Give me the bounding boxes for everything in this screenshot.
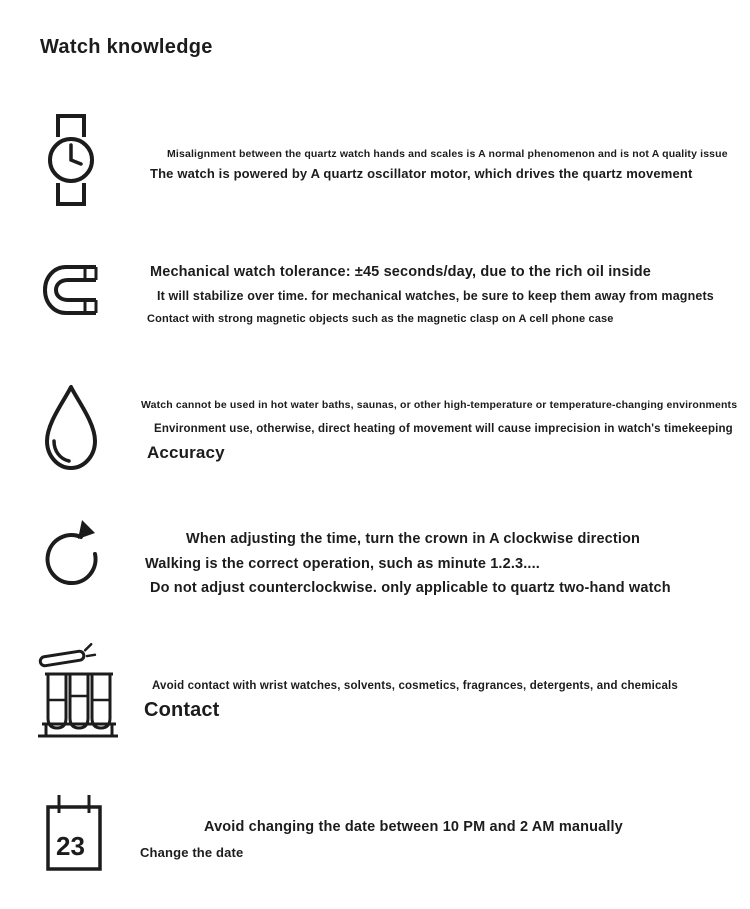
- tolerance-heading: Mechanical watch tolerance: ±45 seconds/day, due to the rich oil inside: [150, 264, 652, 280]
- walking-text: Walking is the correct operation, such as minute 1.2.3....: [145, 556, 540, 572]
- clockwise-heading: When adjusting the time, turn the crown in A clockwise direction: [186, 531, 641, 547]
- calendar-icon: [42, 792, 106, 876]
- change-date-heading: Change the date: [140, 845, 244, 860]
- accuracy-heading: Accuracy: [147, 443, 225, 462]
- magnet-icon: [40, 262, 100, 318]
- quartz-movement-text: The watch is powered by A quartz oscillator motor, which drives the quartz movement: [150, 166, 693, 181]
- water-drop-icon: [40, 382, 102, 474]
- environment-note: Environment use, otherwise, direct heating of movement will cause imprecision in watch's timekeeping: [154, 423, 733, 435]
- clockwise-arrow-icon: [42, 518, 104, 590]
- date-change-warning: Avoid changing the date between 10 PM and 2 AM manually: [204, 819, 623, 835]
- calendar-day-number: 23: [56, 831, 85, 861]
- misalignment-note: Misalignment between the quartz watch hands and scales is A normal phenomenon and is not A quality issue: [167, 148, 728, 160]
- stabilize-text: It will stabilize over time. for mechanical watches, be sure to keep them away from magnets: [157, 289, 714, 303]
- contact-heading: Contact: [144, 699, 220, 721]
- wrist-watch-icon: [42, 112, 100, 208]
- page-title: Watch knowledge: [40, 36, 213, 58]
- test-tubes-icon: [36, 642, 120, 742]
- magnetic-contact-note: Contact with strong magnetic objects such as the magnetic clasp on A cell phone case: [147, 313, 614, 325]
- chemicals-note: Avoid contact with wrist watches, solvents, cosmetics, fragrances, detergents, and chemicals: [152, 680, 678, 692]
- counterclockwise-warning: Do not adjust counterclockwise. only applicable to quartz two-hand watch: [150, 580, 671, 596]
- hot-water-note: Watch cannot be used in hot water baths, saunas, or other high-temperature or temperature-changing environments: [141, 399, 738, 411]
